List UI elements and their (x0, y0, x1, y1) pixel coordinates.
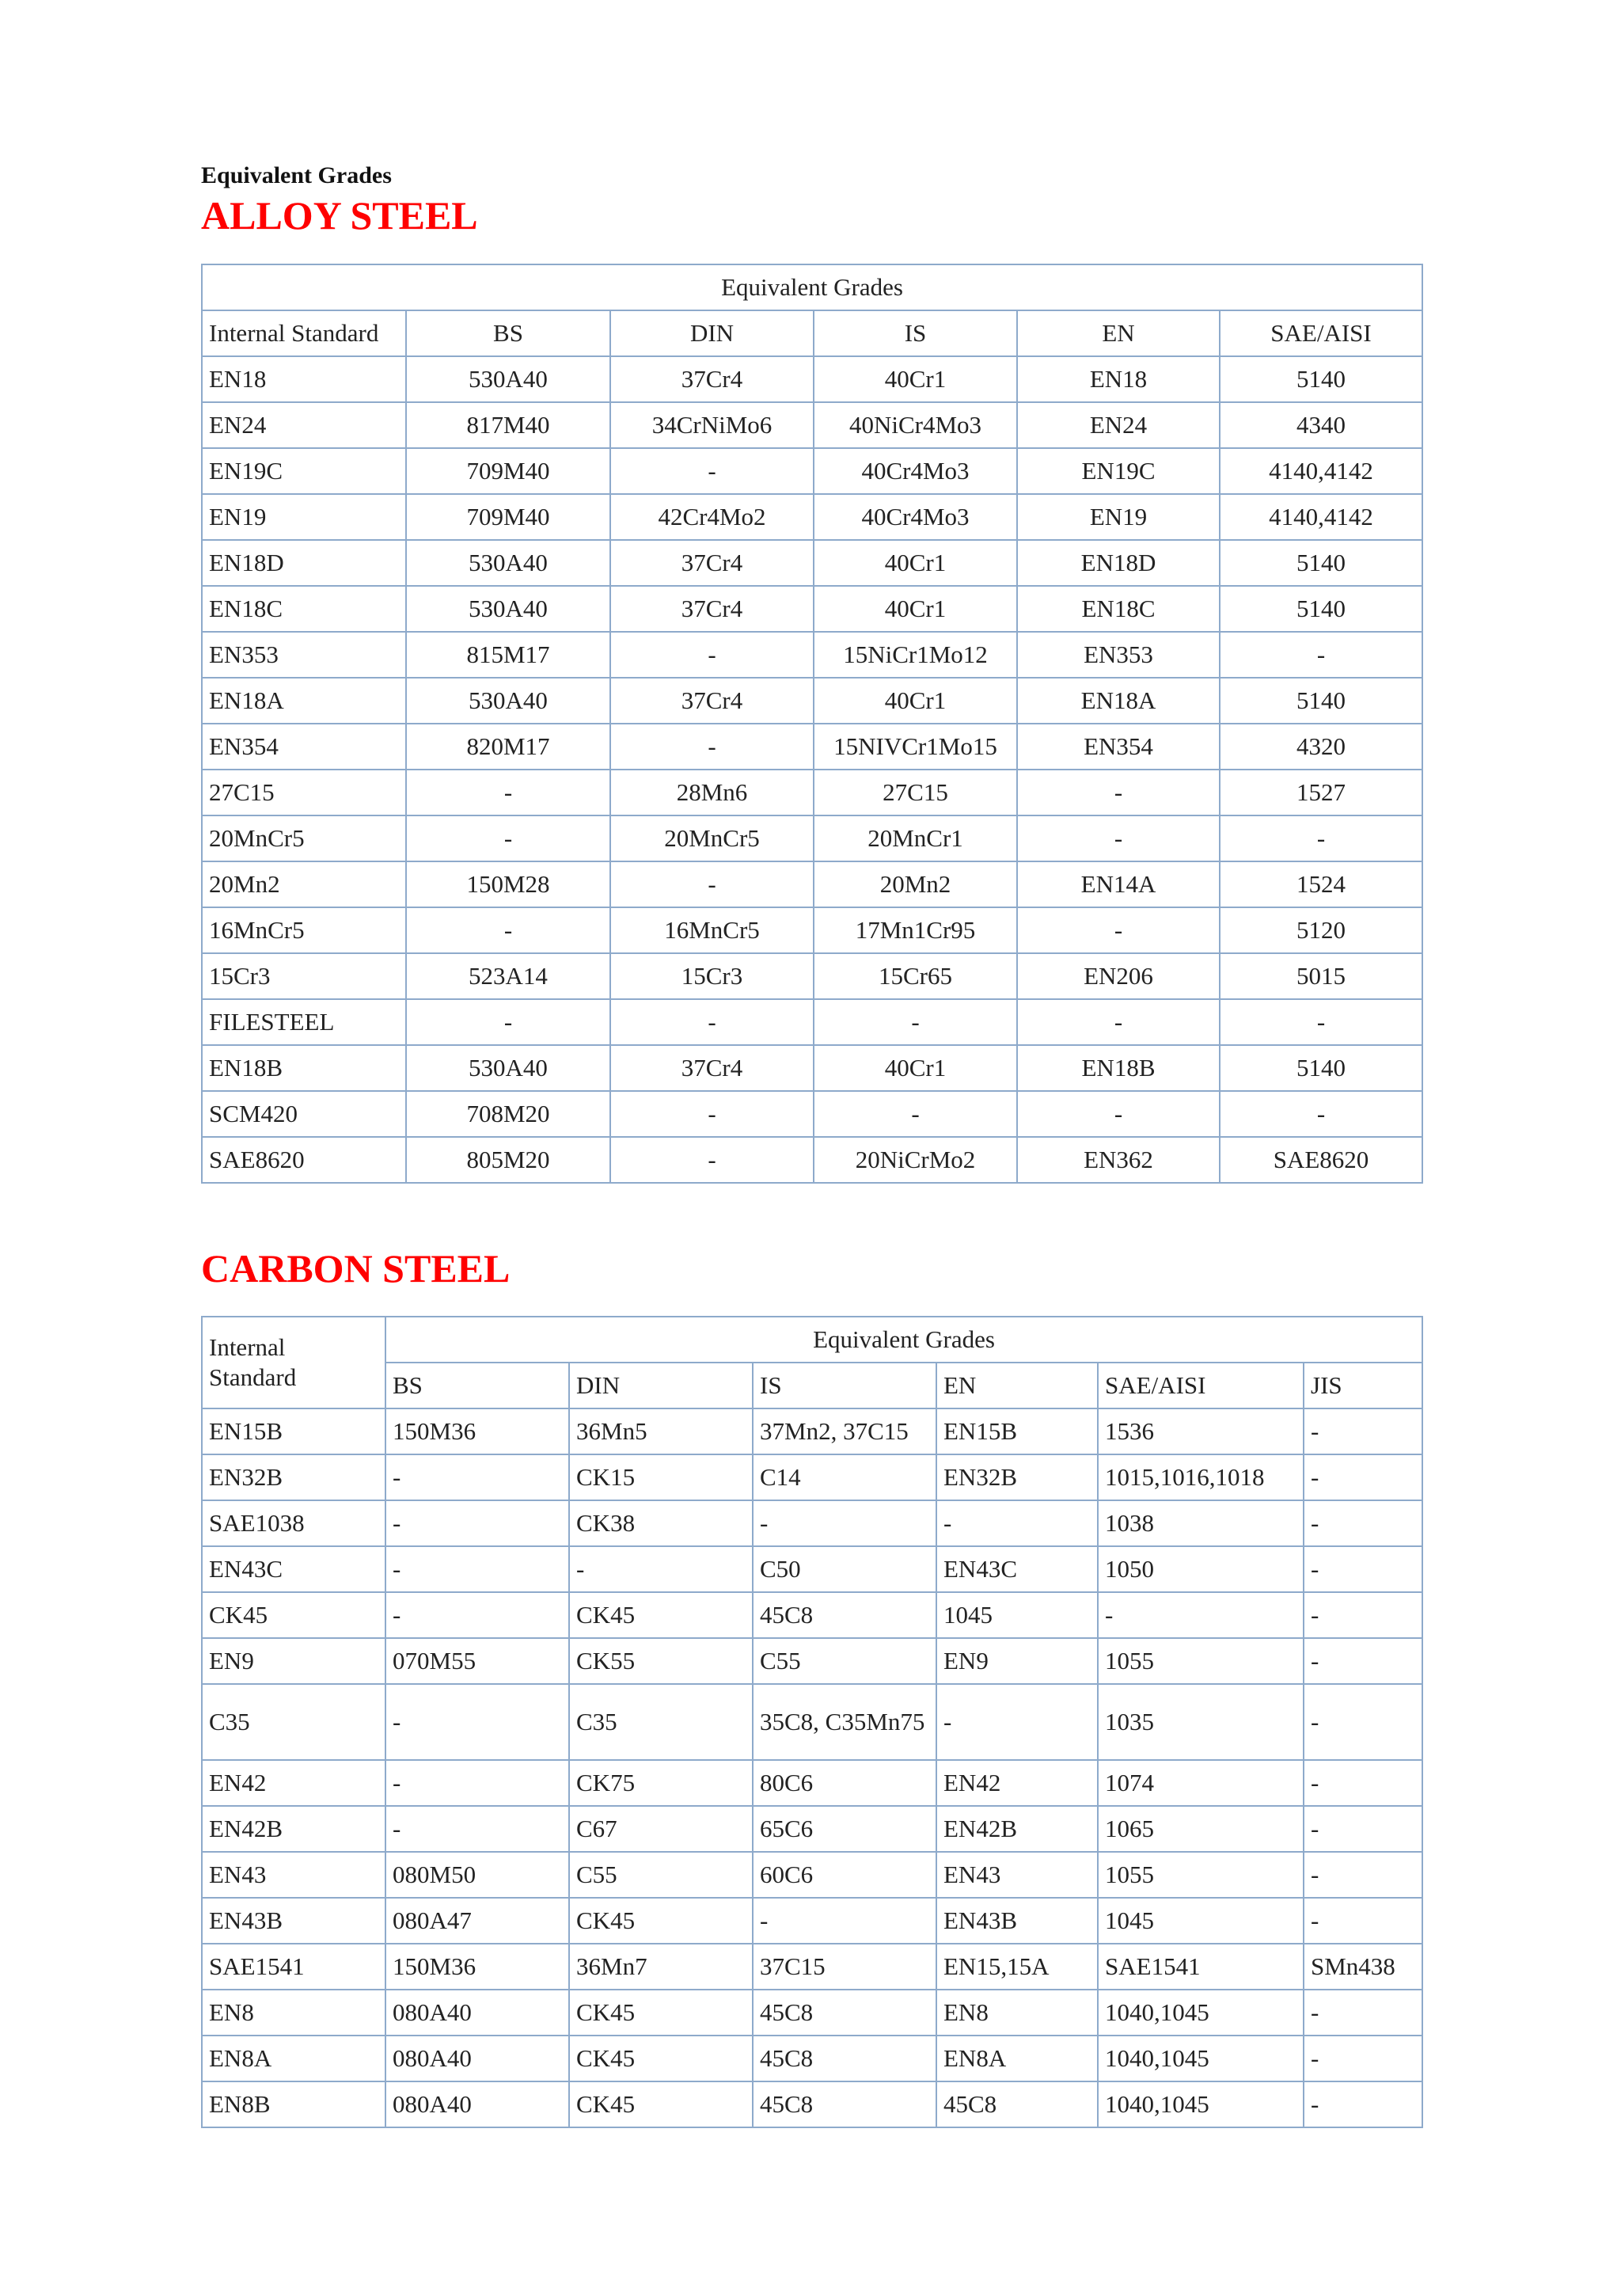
carbon-table-row (202, 1806, 1422, 1852)
alloy-cell: 40Cr1 (814, 678, 1017, 724)
carbon-cell: EN43C (202, 1546, 385, 1592)
alloy-cell: - (1017, 1091, 1220, 1137)
alloy-col-header-din: DIN (610, 310, 814, 356)
carbon-cell: 37Mn2, 37C15 (753, 1408, 936, 1454)
carbon-table-row (202, 1500, 1422, 1546)
alloy-cell: - (610, 1137, 814, 1183)
alloy-cell: 20MnCr5 (610, 815, 814, 861)
alloy-cell: - (610, 861, 814, 907)
carbon-cell: 1040,1045 (1098, 1990, 1304, 2036)
alloy-table-body (202, 356, 1422, 1183)
carbon-cell: CK45 (569, 1592, 753, 1638)
alloy-cell: - (1220, 632, 1422, 678)
alloy-cell: 5140 (1220, 1045, 1422, 1091)
alloy-cell: 40NiCr4Mo3 (814, 402, 1017, 448)
carbon-steel-title: CARBON STEEL (201, 1246, 511, 1291)
carbon-cell: 35C8, C35Mn75 (753, 1684, 936, 1760)
carbon-cell: 37C15 (753, 1944, 936, 1990)
alloy-cell: EN19 (1017, 494, 1220, 540)
alloy-table-row (202, 402, 1422, 448)
alloy-table-row (202, 999, 1422, 1045)
carbon-cell: SAE1541 (202, 1944, 385, 1990)
alloy-cell: 709M40 (406, 494, 610, 540)
alloy-cell: 5140 (1220, 678, 1422, 724)
carbon-cell: EN43 (202, 1852, 385, 1898)
alloy-cell: EN18 (202, 356, 406, 402)
carbon-cell: C50 (753, 1546, 936, 1592)
alloy-cell: 530A40 (406, 678, 610, 724)
carbon-cell: CK75 (569, 1760, 753, 1806)
carbon-cell: - (385, 1592, 569, 1638)
carbon-cell: 1055 (1098, 1638, 1304, 1684)
alloy-cell: 1527 (1220, 770, 1422, 815)
carbon-cell: CK45 (569, 2081, 753, 2127)
alloy-cell: 37Cr4 (610, 678, 814, 724)
alloy-cell: 530A40 (406, 540, 610, 586)
carbon-cell: - (569, 1546, 753, 1592)
alloy-cell: EN18D (202, 540, 406, 586)
carbon-cell: - (1304, 1760, 1422, 1806)
carbon-cell: 60C6 (753, 1852, 936, 1898)
alloy-table-row (202, 356, 1422, 402)
document-label: Equivalent Grades (201, 162, 392, 188)
alloy-cell: 20Mn2 (814, 861, 1017, 907)
alloy-cell: - (610, 999, 814, 1045)
alloy-cell: FILESTEEL (202, 999, 406, 1045)
carbon-cell: - (1304, 1546, 1422, 1592)
alloy-cell: 40Cr1 (814, 1045, 1017, 1091)
alloy-cell: 34CrNiMo6 (610, 402, 814, 448)
alloy-table-row (202, 448, 1422, 494)
carbon-cell: - (936, 1684, 1098, 1760)
carbon-col-header-internal-standard (202, 1317, 385, 1408)
alloy-cell: - (1017, 770, 1220, 815)
carbon-cell: C55 (569, 1852, 753, 1898)
alloy-cell: 4340 (1220, 402, 1422, 448)
carbon-cell: C35 (569, 1684, 753, 1760)
alloy-cell: 817M40 (406, 402, 610, 448)
alloy-cell: - (1220, 999, 1422, 1045)
carbon-cell: 080A40 (385, 1990, 569, 2036)
carbon-cell: CK38 (569, 1500, 753, 1546)
carbon-cell: EN42B (936, 1806, 1098, 1852)
alloy-cell: - (814, 999, 1017, 1045)
carbon-cell: EN43B (936, 1898, 1098, 1944)
carbon-table-row (202, 1852, 1422, 1898)
carbon-group-header: Equivalent Grades (385, 1317, 1422, 1363)
carbon-table-row (202, 1760, 1422, 1806)
alloy-cell: 20MnCr1 (814, 815, 1017, 861)
alloy-cell: 4140,4142 (1220, 448, 1422, 494)
carbon-cell: 1040,1045 (1098, 2036, 1304, 2081)
alloy-cell: EN353 (202, 632, 406, 678)
alloy-table-row (202, 540, 1422, 586)
alloy-col-header-bs: BS (406, 310, 610, 356)
carbon-group-header-row (202, 1317, 1422, 1363)
carbon-col-header-din: DIN (569, 1363, 753, 1408)
carbon-cell: EN43 (936, 1852, 1098, 1898)
alloy-cell: 523A14 (406, 953, 610, 999)
carbon-cell: EN43B (202, 1898, 385, 1944)
carbon-cell: - (1304, 1638, 1422, 1684)
carbon-cell: 070M55 (385, 1638, 569, 1684)
alloy-cell: EN18C (202, 586, 406, 632)
alloy-cell: EN18B (1017, 1045, 1220, 1091)
carbon-cell: EN8 (202, 1990, 385, 2036)
carbon-cell: - (1098, 1592, 1304, 1638)
alloy-cell: 27C15 (202, 770, 406, 815)
alloy-group-header: Equivalent Grades (202, 264, 1422, 310)
carbon-cell: 1040,1045 (1098, 2081, 1304, 2127)
alloy-cell: EN19C (202, 448, 406, 494)
alloy-cell: - (610, 724, 814, 770)
alloy-cell: 40Cr4Mo3 (814, 448, 1017, 494)
carbon-table-row (202, 2081, 1422, 2127)
carbon-cell: EN15B (936, 1408, 1098, 1454)
carbon-cell: 1038 (1098, 1500, 1304, 1546)
carbon-cell: 1035 (1098, 1684, 1304, 1760)
alloy-cell: 5120 (1220, 907, 1422, 953)
carbon-cell: 150M36 (385, 1408, 569, 1454)
carbon-cell: SAE1541 (1098, 1944, 1304, 1990)
alloy-cell: 15NIVCr1Mo15 (814, 724, 1017, 770)
carbon-cell: - (1304, 1592, 1422, 1638)
carbon-cell: 080M50 (385, 1852, 569, 1898)
carbon-cell: - (753, 1500, 936, 1546)
carbon-cell: C67 (569, 1806, 753, 1852)
alloy-cell: - (610, 1091, 814, 1137)
carbon-corner-line2: Standard (209, 1363, 297, 1391)
alloy-cell: - (1017, 999, 1220, 1045)
alloy-cell: 1524 (1220, 861, 1422, 907)
carbon-cell: EN32B (202, 1454, 385, 1500)
alloy-cell: 4140,4142 (1220, 494, 1422, 540)
carbon-cell: - (1304, 2081, 1422, 2127)
carbon-cell: CK55 (569, 1638, 753, 1684)
alloy-cell: EN18C (1017, 586, 1220, 632)
alloy-col-header-internal-standard: Internal Standard (202, 310, 406, 356)
carbon-cell: SMn438 (1304, 1944, 1422, 1990)
carbon-cell: 1050 (1098, 1546, 1304, 1592)
carbon-cell: - (1304, 1408, 1422, 1454)
carbon-cell: 45C8 (936, 2081, 1098, 2127)
carbon-cell: EN15B (202, 1408, 385, 1454)
carbon-cell: 45C8 (753, 2036, 936, 2081)
carbon-corner-line1: Internal (209, 1333, 286, 1361)
alloy-cell: 20Mn2 (202, 861, 406, 907)
alloy-steel-title: ALLOY STEEL (201, 193, 478, 238)
alloy-cell: 20MnCr5 (202, 815, 406, 861)
alloy-table-row (202, 678, 1422, 724)
alloy-group-header-row (202, 264, 1422, 310)
carbon-table-row (202, 2036, 1422, 2081)
carbon-table-row (202, 1638, 1422, 1684)
carbon-cell: - (1304, 1500, 1422, 1546)
alloy-cell: EN354 (202, 724, 406, 770)
alloy-cell: 5140 (1220, 586, 1422, 632)
alloy-cell: 530A40 (406, 586, 610, 632)
alloy-cell: - (406, 907, 610, 953)
alloy-cell: SCM420 (202, 1091, 406, 1137)
alloy-cell: - (814, 1091, 1017, 1137)
carbon-col-header-is: IS (753, 1363, 936, 1408)
alloy-table-row (202, 632, 1422, 678)
alloy-cell: 5015 (1220, 953, 1422, 999)
alloy-cell: 4320 (1220, 724, 1422, 770)
carbon-steel-table (201, 1316, 1423, 2128)
carbon-cell: 36Mn5 (569, 1408, 753, 1454)
carbon-cell: - (1304, 1806, 1422, 1852)
carbon-cell: C55 (753, 1638, 936, 1684)
alloy-cell: - (1220, 815, 1422, 861)
alloy-cell: EN19C (1017, 448, 1220, 494)
carbon-cell: - (1304, 2036, 1422, 2081)
carbon-cell: 65C6 (753, 1806, 936, 1852)
alloy-cell: 20NiCrMo2 (814, 1137, 1017, 1183)
alloy-cell: 27C15 (814, 770, 1017, 815)
carbon-cell: CK45 (569, 1990, 753, 2036)
carbon-cell: EN32B (936, 1454, 1098, 1500)
alloy-cell: 40Cr1 (814, 540, 1017, 586)
carbon-cell: - (385, 1760, 569, 1806)
alloy-cell: 815M17 (406, 632, 610, 678)
alloy-cell: EN19 (202, 494, 406, 540)
alloy-table-row (202, 724, 1422, 770)
carbon-col-header-en: EN (936, 1363, 1098, 1408)
carbon-cell: 1055 (1098, 1852, 1304, 1898)
alloy-cell: 820M17 (406, 724, 610, 770)
alloy-cell: 37Cr4 (610, 1045, 814, 1091)
carbon-cell: 1015,1016,1018 (1098, 1454, 1304, 1500)
alloy-cell: EN18A (202, 678, 406, 724)
alloy-cell: 708M20 (406, 1091, 610, 1137)
alloy-table-row (202, 815, 1422, 861)
carbon-cell: - (1304, 1684, 1422, 1760)
alloy-cell: 37Cr4 (610, 356, 814, 402)
carbon-cell: 1536 (1098, 1408, 1304, 1454)
alloy-cell: 805M20 (406, 1137, 610, 1183)
alloy-table-row (202, 586, 1422, 632)
alloy-cell: 42Cr4Mo2 (610, 494, 814, 540)
carbon-cell: 36Mn7 (569, 1944, 753, 1990)
carbon-cell: - (385, 1454, 569, 1500)
alloy-cell: 530A40 (406, 1045, 610, 1091)
carbon-table-row (202, 1592, 1422, 1638)
alloy-col-header-sae-aisi: SAE/AISI (1220, 310, 1422, 356)
alloy-cell: 40Cr1 (814, 586, 1017, 632)
alloy-cell: EN14A (1017, 861, 1220, 907)
carbon-cell: EN9 (936, 1638, 1098, 1684)
carbon-table-body (202, 1408, 1422, 2127)
carbon-cell: - (1304, 1454, 1422, 1500)
alloy-cell: 530A40 (406, 356, 610, 402)
alloy-table-row (202, 1137, 1422, 1183)
alloy-cell: EN354 (1017, 724, 1220, 770)
alloy-table-row (202, 770, 1422, 815)
alloy-cell: EN18 (1017, 356, 1220, 402)
carbon-cell: 150M36 (385, 1944, 569, 1990)
carbon-column-header-row (202, 1363, 1422, 1408)
carbon-table-row (202, 1684, 1422, 1760)
carbon-col-header-bs: BS (385, 1363, 569, 1408)
alloy-cell: 16MnCr5 (202, 907, 406, 953)
carbon-cell: 080A47 (385, 1898, 569, 1944)
carbon-cell: EN42B (202, 1806, 385, 1852)
carbon-cell: C14 (753, 1454, 936, 1500)
carbon-cell: - (385, 1806, 569, 1852)
carbon-table-row (202, 1408, 1422, 1454)
alloy-cell: EN206 (1017, 953, 1220, 999)
alloy-cell: EN24 (202, 402, 406, 448)
alloy-cell: - (1220, 1091, 1422, 1137)
alloy-cell: - (406, 770, 610, 815)
carbon-cell: 080A40 (385, 2036, 569, 2081)
carbon-cell: - (1304, 1990, 1422, 2036)
carbon-cell: CK15 (569, 1454, 753, 1500)
alloy-cell: - (1017, 907, 1220, 953)
alloy-cell: 16MnCr5 (610, 907, 814, 953)
alloy-column-header-row (202, 310, 1422, 356)
alloy-cell: 40Cr4Mo3 (814, 494, 1017, 540)
carbon-cell: 1045 (1098, 1898, 1304, 1944)
carbon-cell: EN8B (202, 2081, 385, 2127)
alloy-cell: 15Cr3 (202, 953, 406, 999)
alloy-table-row (202, 494, 1422, 540)
carbon-cell: SAE1038 (202, 1500, 385, 1546)
carbon-cell: EN15,15A (936, 1944, 1098, 1990)
alloy-table-row (202, 953, 1422, 999)
carbon-cell: 45C8 (753, 1592, 936, 1638)
alloy-cell: 28Mn6 (610, 770, 814, 815)
alloy-table-row (202, 1045, 1422, 1091)
alloy-cell: EN362 (1017, 1137, 1220, 1183)
carbon-cell: EN9 (202, 1638, 385, 1684)
alloy-table-row (202, 907, 1422, 953)
alloy-cell: SAE8620 (202, 1137, 406, 1183)
carbon-cell: - (1304, 1898, 1422, 1944)
alloy-cell: 15Cr65 (814, 953, 1017, 999)
alloy-col-header-is: IS (814, 310, 1017, 356)
carbon-cell: CK45 (569, 2036, 753, 2081)
carbon-cell: 80C6 (753, 1760, 936, 1806)
alloy-cell: - (406, 999, 610, 1045)
carbon-cell: - (753, 1898, 936, 1944)
alloy-table-row (202, 1091, 1422, 1137)
carbon-table-row (202, 1898, 1422, 1944)
carbon-cell: EN8A (936, 2036, 1098, 2081)
alloy-cell: 15NiCr1Mo12 (814, 632, 1017, 678)
carbon-cell: EN42 (202, 1760, 385, 1806)
alloy-steel-table (201, 264, 1423, 1184)
alloy-cell: - (610, 632, 814, 678)
alloy-cell: SAE8620 (1220, 1137, 1422, 1183)
carbon-cell: 45C8 (753, 2081, 936, 2127)
alloy-cell: 150M28 (406, 861, 610, 907)
alloy-col-header-en: EN (1017, 310, 1220, 356)
carbon-cell: CK45 (569, 1898, 753, 1944)
alloy-cell: - (610, 448, 814, 494)
carbon-cell: 080A40 (385, 2081, 569, 2127)
carbon-cell: C35 (202, 1684, 385, 1760)
carbon-cell: 1065 (1098, 1806, 1304, 1852)
carbon-cell: 1045 (936, 1592, 1098, 1638)
alloy-cell: 15Cr3 (610, 953, 814, 999)
carbon-cell: 45C8 (753, 1990, 936, 2036)
carbon-cell: EN8A (202, 2036, 385, 2081)
carbon-table-row (202, 1944, 1422, 1990)
alloy-cell: EN18B (202, 1045, 406, 1091)
alloy-cell: - (1017, 815, 1220, 861)
carbon-table-row (202, 1546, 1422, 1592)
alloy-cell: 40Cr1 (814, 356, 1017, 402)
carbon-cell: EN42 (936, 1760, 1098, 1806)
carbon-cell: - (936, 1500, 1098, 1546)
alloy-cell: 709M40 (406, 448, 610, 494)
alloy-cell: EN24 (1017, 402, 1220, 448)
carbon-col-header-sae-aisi: SAE/AISI (1098, 1363, 1304, 1408)
carbon-cell: EN8 (936, 1990, 1098, 2036)
carbon-table-row (202, 1990, 1422, 2036)
alloy-cell: EN18D (1017, 540, 1220, 586)
alloy-cell: EN18A (1017, 678, 1220, 724)
alloy-cell: EN353 (1017, 632, 1220, 678)
carbon-cell: - (1304, 1852, 1422, 1898)
carbon-cell: EN43C (936, 1546, 1098, 1592)
carbon-cell: - (385, 1546, 569, 1592)
alloy-cell: 17Mn1Cr95 (814, 907, 1017, 953)
alloy-table-row (202, 861, 1422, 907)
carbon-cell: - (385, 1684, 569, 1760)
carbon-cell: CK45 (202, 1592, 385, 1638)
alloy-cell: - (406, 815, 610, 861)
carbon-cell: - (385, 1500, 569, 1546)
alloy-cell: 37Cr4 (610, 540, 814, 586)
alloy-cell: 37Cr4 (610, 586, 814, 632)
carbon-table-row (202, 1454, 1422, 1500)
carbon-col-header-jis: JIS (1304, 1363, 1422, 1408)
alloy-cell: 5140 (1220, 356, 1422, 402)
carbon-cell: 1074 (1098, 1760, 1304, 1806)
alloy-cell: 5140 (1220, 540, 1422, 586)
